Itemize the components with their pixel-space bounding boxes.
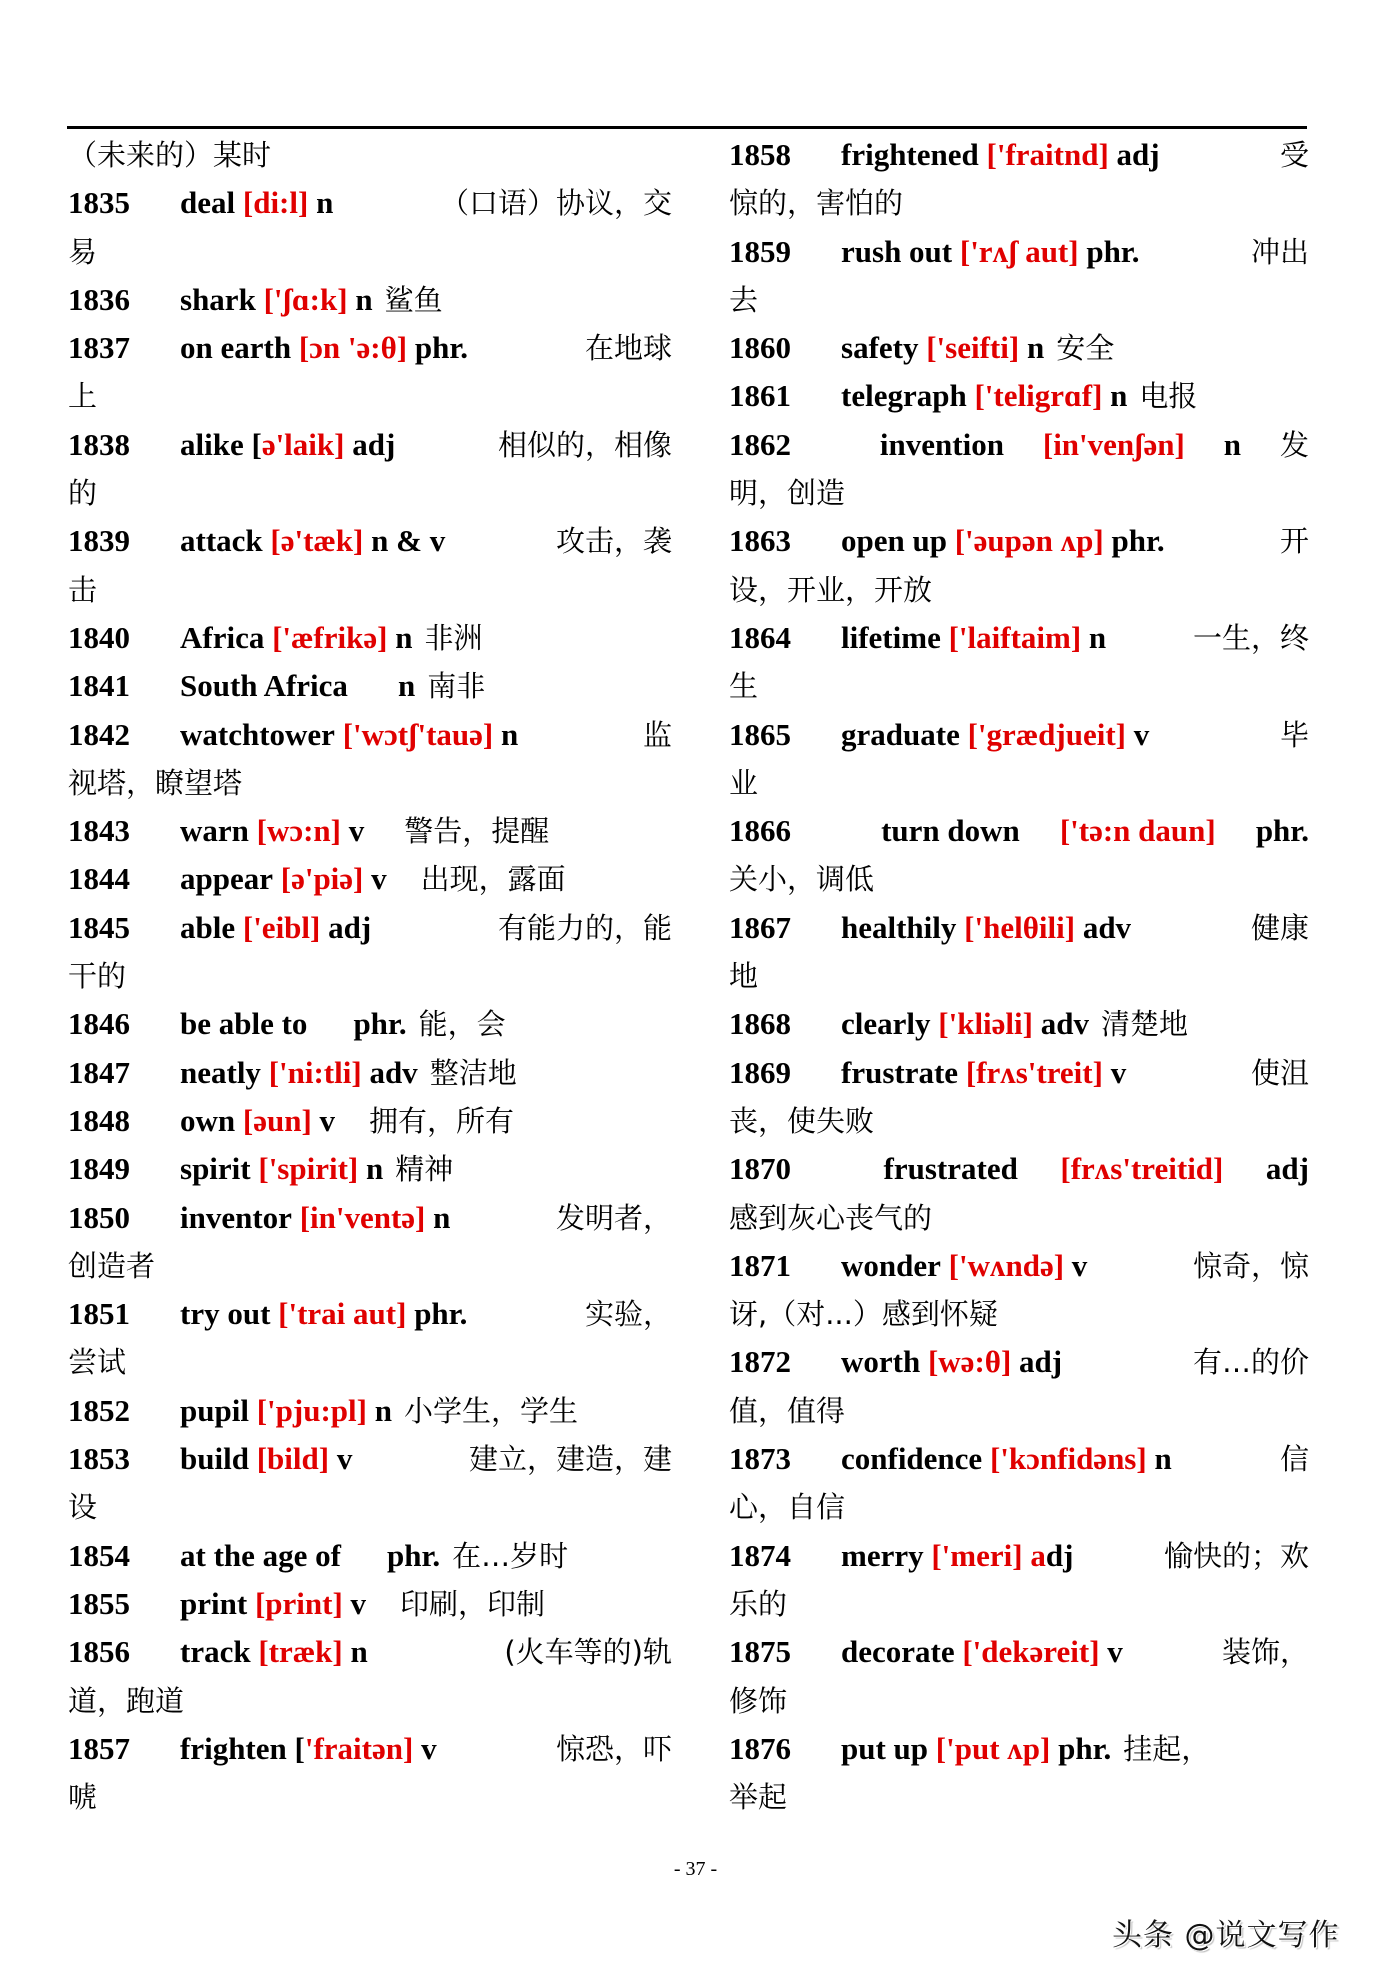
entry-word: wonder (841, 1247, 941, 1283)
entry-number: 1843 (68, 813, 130, 849)
entry-number: 1869 (729, 1054, 791, 1090)
entry-meaning-cont: 关小，调低 (729, 862, 875, 897)
entry-1857 (68, 1725, 672, 1773)
entry-meaning: 愉快的；欢 (1163, 1538, 1309, 1573)
entry-word: warn (180, 813, 249, 849)
entry-meaning-cont: 乐的 (729, 1586, 788, 1621)
entry-pos: n (374, 1392, 392, 1428)
entry-number: 1844 (68, 861, 130, 897)
entry-pos: n (1088, 619, 1107, 655)
entry-word: on earth (180, 330, 292, 366)
entry-1856 (68, 1628, 672, 1676)
entry-pos: v (421, 1730, 437, 1766)
entry-phonetic-bracket: [ (251, 426, 262, 462)
entry-meaning: 惊奇，惊 (1192, 1248, 1309, 1283)
entry-1840 (68, 614, 672, 662)
entry-1867 (729, 904, 1309, 952)
entry-meaning: 受 (1279, 138, 1309, 172)
entry-word: attack (180, 523, 263, 559)
entry-phonetic: [wə:θ] (927, 1344, 1012, 1380)
entry-1846 (68, 1000, 672, 1048)
entry-1864 (729, 614, 1309, 662)
entry-pos: phr. (1086, 233, 1140, 269)
entry-word: own (180, 1102, 236, 1138)
entry-phonetic: ['kliəli] (938, 1006, 1033, 1042)
entry-pos: n (433, 1199, 451, 1235)
entry-word: inventor (180, 1199, 292, 1235)
entry-phonetic: 'fraitən] (304, 1730, 414, 1766)
entry-meaning: 能，会 (418, 1007, 506, 1042)
entry-meaning-cont: 道，跑道 (68, 1683, 185, 1718)
entry-1868 (729, 1000, 1309, 1048)
entry-word: able (180, 909, 236, 945)
entry-1860 (729, 324, 1309, 372)
continuation-text: （未来的）某时 (68, 138, 272, 172)
entry-word: worth (841, 1344, 921, 1380)
entry-phonetic: ['wɔtʃ'tauə] (342, 716, 494, 752)
entry-meaning: 在地球 (584, 331, 672, 366)
entry-meaning-cont: 心，自信 (729, 1490, 846, 1525)
entry-meaning: 实验， (584, 1297, 672, 1332)
entry-word: lifetime (841, 619, 941, 655)
entry-meaning: 开 (1279, 524, 1309, 559)
entry-number: 1848 (68, 1102, 130, 1138)
entry-number: 1841 (68, 668, 130, 704)
entry-phonetic: ['əupən ʌp] (954, 523, 1104, 559)
entry-word: pupil (180, 1392, 249, 1428)
entry-meaning: 小学生，学生 (403, 1393, 578, 1428)
entry-phonetic: ['æfrikə] (272, 619, 388, 655)
entry-pos: n (501, 716, 519, 752)
entry-phonetic: [in'ventə] (299, 1199, 426, 1235)
entry-pos: n (355, 281, 373, 317)
entry-1869 (729, 1049, 1309, 1097)
entry-1862 (729, 421, 1309, 469)
entry-pos: n (316, 185, 334, 221)
entry-word: Africa (180, 619, 265, 655)
entry-pos: n (1154, 1441, 1172, 1477)
entry-phonetic: ['seifti] (926, 330, 1020, 366)
page-number: - 37 - (673, 1858, 718, 1880)
entry-pos: v (371, 861, 387, 897)
entry-meaning-cont: 讶,（对...）感到怀疑 (729, 1297, 998, 1332)
entry-phonetic: [ə'piə] (280, 861, 364, 897)
entry-pos: v (336, 1441, 353, 1477)
entry-number: 1865 (729, 716, 791, 752)
entry-pos: v (1107, 1634, 1123, 1670)
entry-pos: n (395, 619, 413, 655)
entry-word: turn down (881, 813, 1020, 849)
entry-meaning: 拥有，所有 (369, 1103, 515, 1138)
entry-meaning: 有能力的，能 (497, 910, 672, 945)
entry-1863 (729, 517, 1309, 565)
entry-pos: adj (1019, 1344, 1063, 1380)
entry-pos: adj (328, 909, 372, 945)
entry-meaning-cont: 举起 (729, 1780, 788, 1815)
entry-meaning: 惊恐，吓 (555, 1731, 672, 1766)
entry-pos: phr. (414, 1296, 468, 1332)
entry-number: 1862 (729, 426, 791, 462)
entry-1854 (68, 1532, 672, 1580)
entry-meaning: 清楚地 (1100, 1007, 1188, 1042)
entry-pos: adv (369, 1054, 418, 1090)
watermark: 头条 @说文写作 (1112, 1918, 1340, 1953)
entry-phonetic: [ɔn 'ə:θ] (298, 330, 408, 366)
entry-1855 (68, 1580, 672, 1628)
entry-pos: phr. (1255, 813, 1309, 849)
entry-phonetic: ['kɔnfidəns] (989, 1441, 1147, 1477)
entry-1861 (729, 372, 1309, 420)
entry-word: decorate (841, 1634, 955, 1670)
entry-number: 1868 (729, 1006, 791, 1042)
entry-phonetic: ['laiftaim] (948, 619, 1082, 655)
entry-meaning: 有…的价 (1192, 1345, 1309, 1380)
entry-number: 1875 (729, 1634, 791, 1670)
entry-number: 1871 (729, 1247, 791, 1283)
entry-number: 1838 (68, 426, 130, 462)
entry-word: graduate (841, 716, 960, 752)
entry-1858 (729, 131, 1309, 179)
entry-phonetic: ['spirit] (258, 1151, 359, 1187)
entry-number: 1858 (729, 137, 791, 172)
entry-meaning-cont: 感到灰心丧气的 (729, 1200, 933, 1235)
entry-number: 1864 (729, 619, 791, 655)
entry-pos: phr. (1058, 1730, 1112, 1766)
entry-number: 1859 (729, 233, 791, 269)
entry-word: open up (841, 523, 947, 559)
entry-number: 1842 (68, 716, 130, 752)
entry-1848 (68, 1097, 672, 1145)
entry-word: neatly (180, 1054, 261, 1090)
entry-meaning: 印刷，印制 (400, 1586, 546, 1621)
entry-phonetic-bracket: [ (294, 1730, 305, 1766)
entry-meaning-cont: 击 (68, 572, 98, 607)
entry-meaning: 使沮 (1250, 1055, 1309, 1090)
entry-meaning: 警告，提醒 (404, 814, 550, 849)
entry-number: 1854 (68, 1537, 130, 1573)
entry-pos: phr. (414, 330, 469, 366)
entry-phonetic: [træk] (258, 1634, 343, 1670)
entry-meaning: (火车等的)轨 (504, 1635, 672, 1670)
entry-meaning: 整洁地 (429, 1055, 517, 1090)
entry-number: 1863 (729, 523, 791, 559)
entry-phonetic: ['tə:n daun] (1059, 813, 1216, 849)
entry-number: 1845 (68, 909, 130, 945)
entry-number: 1857 (68, 1730, 130, 1766)
entry-word: put up (841, 1730, 929, 1766)
entry-word: track (180, 1634, 251, 1670)
entry-phonetic: [frʌs'treitid] (1060, 1151, 1224, 1187)
entry-word: rush out (841, 233, 953, 269)
entry-word: deal (180, 185, 236, 221)
entry-meaning-cont: 设 (68, 1490, 98, 1525)
entry-word: healthily (841, 909, 957, 945)
entry-meaning: 信 (1279, 1442, 1309, 1477)
entry-phonetic: ['helθili] (964, 909, 1076, 945)
entry-1853 (68, 1435, 672, 1483)
entry-meaning-cont: 设，开业，开放 (729, 572, 933, 607)
entry-meaning: 电报 (1139, 379, 1198, 414)
entry-1841 (68, 662, 672, 710)
entry-meaning: 监 (642, 717, 672, 752)
entry-word: clearly (841, 1006, 931, 1042)
entry-pos: adj (1116, 137, 1160, 172)
entry-pos: adj (352, 426, 396, 462)
entry-meaning: 相似的，相像 (497, 427, 672, 462)
entry-1870 (729, 1145, 1309, 1193)
entry-meaning: 攻击，袭 (555, 524, 672, 559)
entry-phonetic: [bild] (256, 1441, 330, 1477)
entry-word: South Africa (180, 668, 348, 704)
entry-1842 (68, 711, 672, 759)
entry-word: frighten (180, 1730, 287, 1766)
entry-meaning: 在…岁时 (452, 1538, 569, 1573)
entry-1865 (729, 711, 1309, 759)
entry-pos: phr. (386, 1537, 441, 1573)
entry-pos: v (1110, 1054, 1127, 1090)
entry-meaning-cont: 业 (729, 765, 759, 800)
entry-number: 1855 (68, 1585, 130, 1621)
entry-pos: adj (1265, 1151, 1309, 1187)
entry-1872 (729, 1338, 1309, 1386)
entry-1851 (68, 1290, 672, 1338)
entry-word: merry (841, 1537, 924, 1573)
entry-meaning-cont: 修饰 (729, 1683, 788, 1718)
entry-1852 (68, 1387, 672, 1435)
entry-number: 1860 (729, 330, 791, 366)
entry-1835 (68, 179, 672, 227)
entry-phonetic: ['eibl] (242, 909, 321, 945)
entry-meaning: 装饰， (1221, 1635, 1309, 1670)
entry-phonetic: ['ʃɑ:k] (263, 281, 348, 317)
entry-phonetic: ['ni:tli] (268, 1054, 362, 1090)
entry-pos: adv (1082, 909, 1132, 945)
entry-pos: n (1026, 330, 1045, 366)
entry-meaning: 发明者， (555, 1200, 672, 1235)
entry-word: at the age of (180, 1537, 341, 1573)
entry-pos: dj (1045, 1537, 1074, 1573)
entry-word: frustrated (883, 1151, 1018, 1187)
entry-1873 (729, 1435, 1309, 1483)
entry-meaning-cont: 创造者 (68, 1248, 156, 1283)
entry-number: 1847 (68, 1054, 130, 1090)
entry-word: spirit (180, 1151, 251, 1187)
entry-phonetic: [print] (254, 1585, 343, 1621)
entry-word: invention (879, 426, 1004, 462)
entry-number: 1853 (68, 1441, 130, 1477)
entry-meaning: 挂起， (1123, 1731, 1211, 1766)
entry-pos: phr. (1111, 523, 1165, 559)
entry-phonetic: [ə'tæk] (270, 523, 364, 559)
entry-word: frustrate (841, 1054, 959, 1090)
entry-phonetic: ['fraitnd] (986, 137, 1109, 172)
entry-word: build (180, 1441, 249, 1477)
entry-number: 1852 (68, 1392, 130, 1428)
entry-meaning: 冲出 (1250, 234, 1309, 269)
entry-word: confidence (841, 1441, 983, 1477)
entry-phonetic: ['put ʌp] (935, 1730, 1051, 1766)
entry-pos: v (350, 1585, 367, 1621)
entry-1839 (68, 517, 672, 565)
entry-word: telegraph (841, 378, 967, 414)
entry-pos: n (350, 1634, 368, 1670)
entry-meaning: 安全 (1056, 331, 1115, 366)
entry-phonetic: ə'laik] (261, 426, 345, 462)
entry-word: print (180, 1585, 248, 1621)
entry-word: safety (841, 330, 919, 366)
entry-pos: n (1110, 378, 1128, 414)
entry-word: watchtower (180, 716, 335, 752)
entry-phonetic: [in'venʃən] (1042, 426, 1185, 462)
entry-meaning: 健康 (1250, 910, 1309, 945)
entry-meaning: 建立，建造，建 (468, 1442, 672, 1477)
entry-meaning: 发 (1279, 427, 1309, 462)
entry-number: 1835 (68, 185, 130, 221)
entry-meaning: 南非 (427, 669, 486, 704)
entry-1875 (729, 1628, 1309, 1676)
entry-number: 1874 (729, 1537, 791, 1573)
entry-pos: n (1223, 426, 1242, 462)
entry-pos: adv (1040, 1006, 1089, 1042)
entry-meaning-cont: 丧，使失败 (729, 1103, 875, 1138)
entry-1845 (68, 904, 672, 952)
entry-number: 1870 (729, 1151, 791, 1187)
entry-number: 1851 (68, 1296, 130, 1332)
entry-meaning-cont: 尝试 (68, 1345, 127, 1380)
entry-phonetic: ['grædjueit] (967, 716, 1126, 752)
entry-number: 1850 (68, 1199, 130, 1235)
entry-number: 1849 (68, 1151, 130, 1187)
entry-meaning-cont: 值，值得 (729, 1393, 846, 1428)
entry-pos: v (1133, 716, 1150, 752)
entry-number: 1876 (729, 1730, 791, 1766)
entry-1866 (729, 807, 1309, 855)
header-rule (67, 126, 1307, 129)
entry-meaning-cont: 视塔，瞭望塔 (68, 765, 243, 800)
entry-meaning: （口语）协议，交 (439, 186, 672, 221)
entry-1838 (68, 421, 672, 469)
left-column (68, 131, 672, 1821)
entry-meaning: 非洲 (424, 620, 483, 655)
entry-phonetic: ['dekəreit] (962, 1634, 1100, 1670)
entry-number: 1867 (729, 909, 791, 945)
entry-phonetic: [di:l] (242, 185, 309, 221)
entry-1871 (729, 1242, 1309, 1290)
entry-1837 (68, 324, 672, 372)
entry-number: 1837 (68, 330, 130, 366)
entry-word: frightened (841, 137, 979, 172)
entry-word: be able to (180, 1006, 308, 1042)
entry-1843 (68, 807, 672, 855)
entry-phonetic: ['pju:pl] (256, 1392, 367, 1428)
entry-1876 (729, 1725, 1309, 1773)
entry-number: 1873 (729, 1441, 791, 1477)
entry-1849 (68, 1145, 672, 1193)
entry-meaning-cont: 易 (68, 234, 98, 269)
entry-pos: v (1071, 1247, 1088, 1283)
entry-meaning-cont: 惊的，害怕的 (729, 186, 904, 221)
entry-meaning-cont: 的 (68, 476, 98, 511)
entry-pos: n (366, 1151, 384, 1187)
entry-number: 1872 (729, 1344, 791, 1380)
entry-1850 (68, 1194, 672, 1242)
entry-pos: phr. (353, 1006, 407, 1042)
entry-1844 (68, 855, 672, 903)
continuation-line (68, 131, 672, 179)
entry-meaning: 鲨鱼 (384, 282, 443, 317)
entry-phonetic: [wɔ:n] (256, 813, 341, 849)
entry-meaning-cont: 上 (68, 379, 98, 414)
entry-1836 (68, 276, 672, 324)
entry-phonetic: ['meri] (931, 1537, 1023, 1573)
entry-pos: v (319, 1102, 336, 1138)
entry-meaning-cont: 明，创造 (729, 476, 846, 511)
entry-phonetic: ['trai aut] (278, 1296, 407, 1332)
entry-number: 1866 (729, 813, 791, 849)
entry-phonetic: ['rʌʃ aut] (959, 233, 1079, 269)
entry-phonetic: [frʌs'treit] (965, 1054, 1103, 1090)
entry-number: 1839 (68, 523, 130, 559)
entry-number: 1836 (68, 281, 130, 317)
entry-number: 1861 (729, 378, 791, 414)
entry-meaning-cont: 去 (729, 282, 759, 317)
entry-phonetic: ['teligrɑf] (974, 378, 1103, 414)
entry-meaning: 出现，露面 (420, 862, 566, 897)
entry-pos-red-letter: a (1030, 1537, 1046, 1573)
entry-1847 (68, 1049, 672, 1097)
entry-phonetic: [əun] (242, 1102, 312, 1138)
entry-meaning-cont: 干的 (68, 959, 127, 994)
entry-meaning-cont: 唬 (68, 1780, 98, 1815)
entry-1874 (729, 1532, 1309, 1580)
entry-word: try out (180, 1296, 271, 1332)
entry-word: shark (180, 281, 256, 317)
entry-meaning-cont: 生 (729, 669, 759, 704)
entry-pos: v (348, 813, 365, 849)
entry-meaning: 毕 (1279, 717, 1309, 752)
entry-number: 1840 (68, 619, 130, 655)
entry-meaning: 一生，终 (1192, 620, 1309, 655)
entry-pos: n & v (371, 523, 446, 559)
entry-pos: n (397, 668, 416, 704)
entry-number: 1846 (68, 1006, 130, 1042)
entry-word: alike (180, 426, 244, 462)
entry-meaning-cont: 地 (729, 959, 759, 994)
right-column (729, 131, 1309, 1821)
entry-1859 (729, 228, 1309, 276)
entry-meaning: 精神 (395, 1152, 454, 1187)
entry-word: appear (180, 861, 273, 897)
entry-number: 1856 (68, 1634, 130, 1670)
entry-phonetic: ['wʌndə] (948, 1247, 1065, 1283)
